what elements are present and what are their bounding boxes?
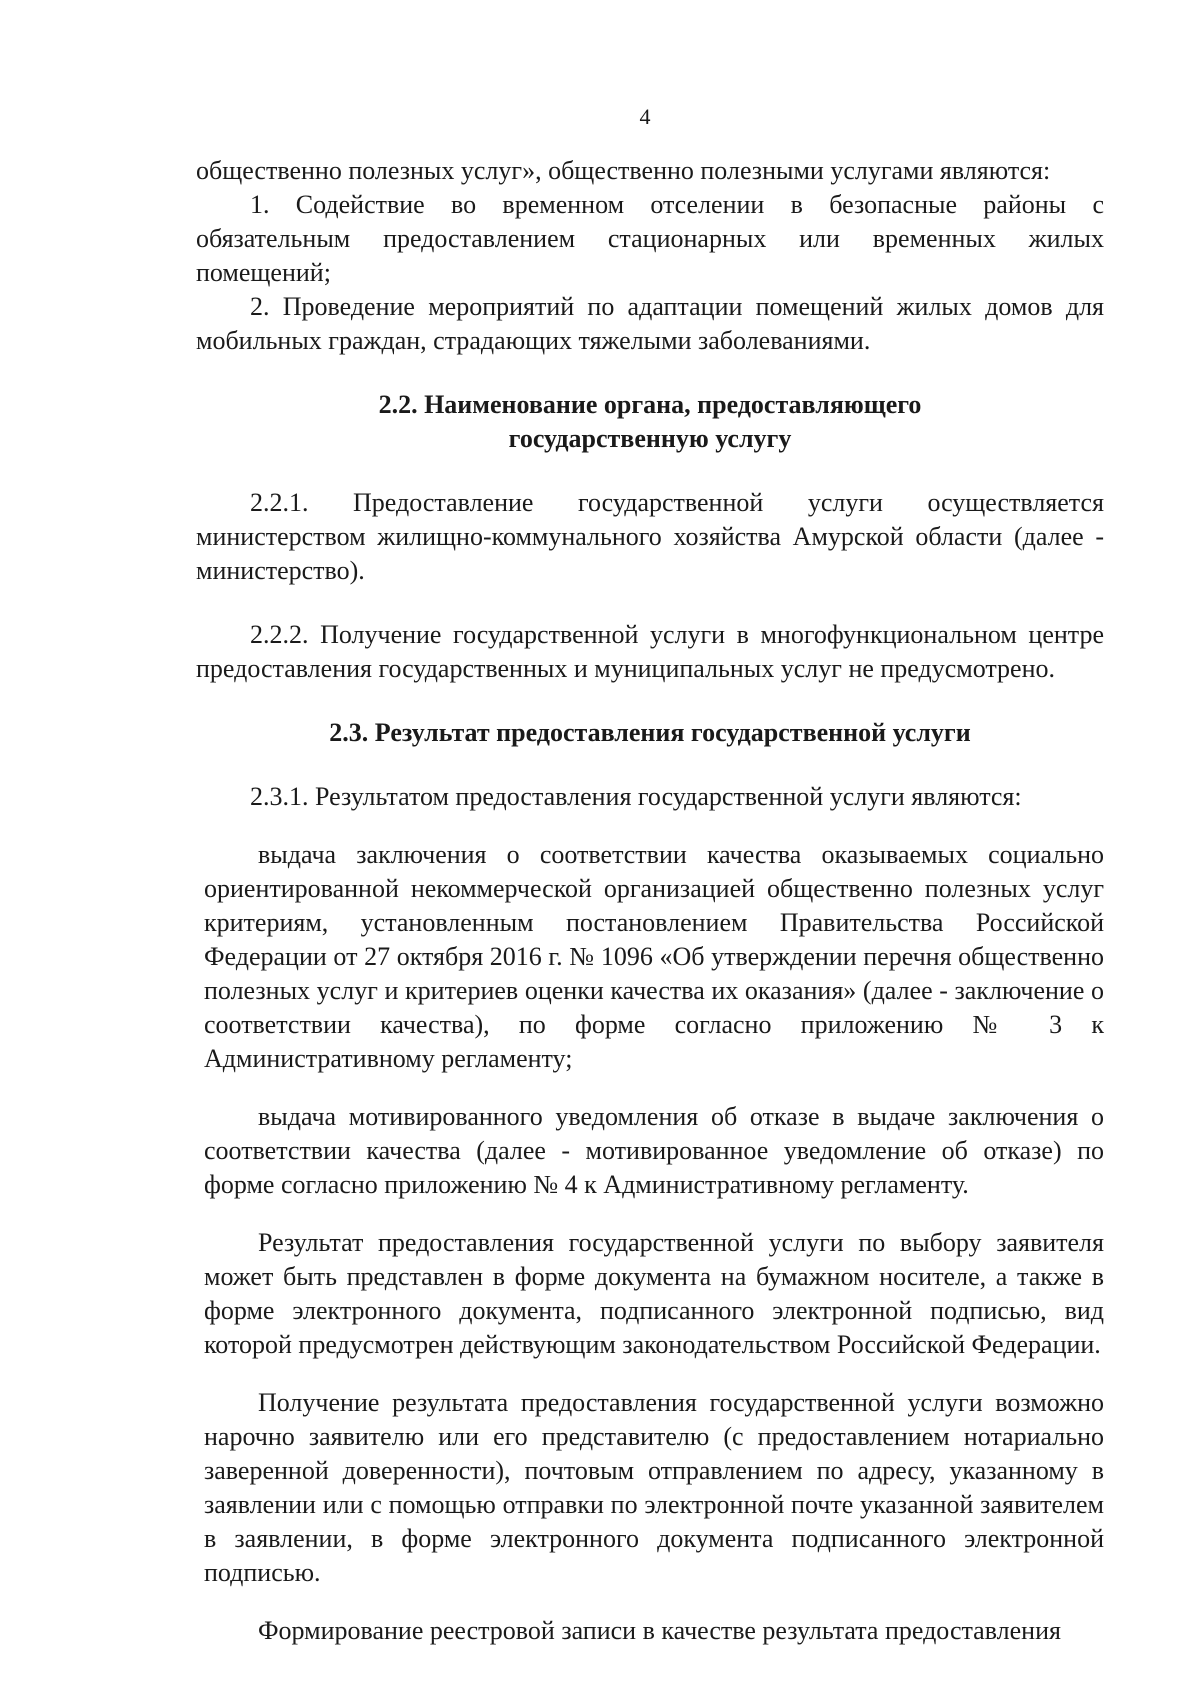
paragraph-result-form: Результат предоставления государственной услуги по выбору заявителя может быть представлен в форме документа на бумажном носителе, а также в форме электронного документа, подписанного электронной подписью, вид которой предусмотрен действующим законодательством Российской Федерации. [204, 1228, 1104, 1359]
section-2-2-heading-line2: государственную услугу [508, 424, 792, 453]
list-item-2: 2. Проведение мероприятий по адаптации помещений жилых домов для мобильных граждан, страдающих тяжелыми заболеваниями. [196, 292, 1104, 355]
paragraph-registry-record: Формирование реестровой записи в качестве результата предоставления [258, 1616, 1061, 1645]
paragraph-2-3-1: 2.3.1. Результатом предоставления государственной услуги являются: [250, 782, 1022, 811]
paragraph-2-2-1: 2.2.1. Предоставление государственной услуги осуществляется министерством жилищно-коммунального хозяйства Амурской области (далее - министерство). [196, 488, 1104, 585]
section-2-2-heading-line1: 2.2. Наименование органа, предоставляющего [378, 390, 922, 419]
intro-line: общественно полезных услуг», общественно полезными услугами являются: [196, 156, 1051, 185]
paragraph-result-delivery: Получение результата предоставления государственной услуги возможно нарочно заявителю или его представителю (с предоставлением нотариально заверенной доверенности), почтовым отправлением по адресу, указанному в заявлении или с помощью отправки по электронной почте указанной заявителем в заявлении, в форме электронного документа подписанного электронной подписью. [204, 1388, 1104, 1587]
list-item-1: 1. Содействие во временном отселении в безопасные районы с обязательным предоставлением стационарных или временных жилых помещений; [196, 190, 1104, 287]
document-body [196, 154, 1104, 1648]
paragraph-2-2-2: 2.2.2. Получение государственной услуги в многофункциональном центре предоставления государственных и муниципальных услуг не предусмотрено. [196, 620, 1104, 683]
paragraph-result-conclusion: выдача заключения о соответствии качества оказываемых социально ориентированной некоммерческой организацией общественно полезных услуг критериям, установленным постановлением Правительства Российской Федерации от 27 октября 2016 г. № 1096 «Об утверждении перечня общественно полезных услуг и критериев оценки качества их оказания» (далее - заключение о соответствии качества), по форме согласно приложению № 3 к Административному регламенту; [204, 840, 1104, 1073]
paragraph-result-refusal: выдача мотивированного уведомления об отказе в выдаче заключения о соответствии качества (далее - мотивированное уведомление об отказе) по форме согласно приложению № 4 к Административному регламенту. [204, 1102, 1104, 1199]
page-number: 4 [639, 104, 651, 129]
section-2-3-heading: 2.3. Результат предоставления государственной услуги [329, 718, 971, 747]
